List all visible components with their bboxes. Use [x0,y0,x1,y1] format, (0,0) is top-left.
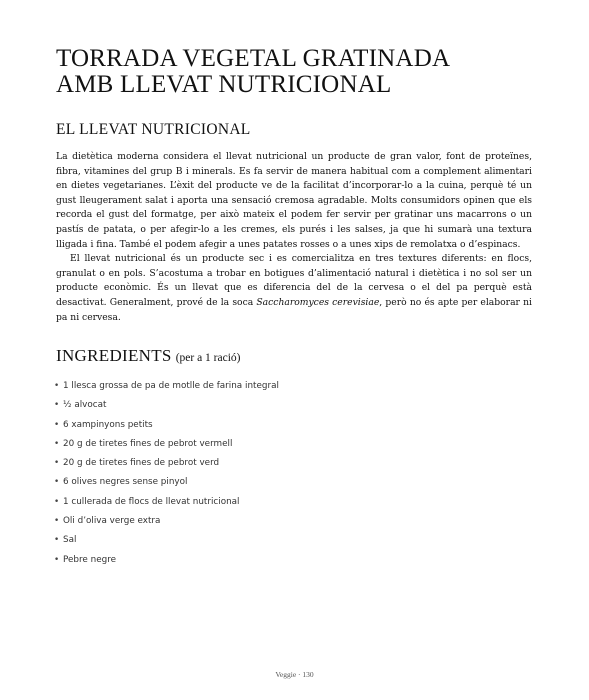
bullet-icon: • [54,400,60,411]
page-footer: Veggie · 130 [275,670,314,679]
paragraph-1: La dietètica moderna considera el llevat nutricional un producte de gran valor, font de proteïnes, fibra, vitamines del grup B i minerals. Es fa servir de manera habitual com a complement alimentari en dietes vegetarianes. L’èxit del producte ve de la facilitat d’incorporar-lo a la cuina, perquè té un gust lleugerament salat i aporta una sensació cremosa agradable. Molts consumidors opinen que els recorda el gust del formatge, per això mateix el podem fer servir per gratinar uns macarrons o un pastís de patata, o per afegir-lo a les cremes, els purés i les salses, ja que hi sumarà una textura lligada i fina. També el podem afegir a unes patates rosses o a unes xips de remolatxa o d’espinacs. [56,151,532,250]
bullet-icon: • [54,516,60,527]
bullet-icon: • [54,381,60,391]
ingredient-item [54,473,279,492]
paragraph-2-text-start: El llevat nutricional és un producte sec i es comercialitza en tres textures diferents: en flocs, granulat o en pols. S’acostuma a trobar en botigues d’alimentació natural i dietètica i no sol ser un producte econòmic. És un llevat que es diferencia del de la cervesa o el del pa perquè està desactivat. Generalment, prové de la soca [56,253,532,308]
ingredients-heading [56,346,241,366]
ingredient-item [54,377,279,396]
ingredient-text: 20 g de tiretes fines de pebrot verd [63,458,220,469]
ingredients-list [54,377,279,570]
ingredient-text: 1 cullerada de flocs de llevat nutricional [63,496,240,507]
ingredient-item [54,396,279,415]
ingredient-text: 6 xampinyons petits [63,419,153,430]
paragraph-2-species-name: Saccharomyces cerevisiae [256,296,380,308]
ingredient-item [54,435,279,454]
bullet-icon: • [54,496,60,507]
paragraph-2-text-end: , però no és apte per elaborar ni pa ni cervesa. [56,296,532,323]
ingredient-item [54,493,279,512]
ingredient-text: 6 olives negres sense pinyol [63,477,188,488]
ingredient-item [54,551,279,570]
ingredient-text: Sal [63,535,77,546]
section-body [56,150,532,325]
ingredient-text: Pebre negre [63,554,117,565]
bullet-icon: • [54,458,60,469]
bullet-icon: • [54,535,60,546]
ingredient-text: 20 g de tiretes fines de pebrot vermell [63,438,233,449]
ingredients-serving-note: (per a 1 ració) [175,352,241,364]
bullet-icon: • [54,438,60,449]
bullet-icon: • [54,419,60,430]
bullet-icon: • [54,554,60,565]
ingredient-item [54,416,279,435]
ingredient-item [54,531,279,550]
paragraph-2 [56,252,532,325]
recipe-title-line-2: AMB LLEVAT NUTRICIONAL [56,71,392,98]
ingredient-item [54,512,279,531]
ingredient-text: 1 llesca grossa de pa de motlle de farina integral [63,381,279,391]
recipe-title-line-1: TORRADA VEGETAL GRATINADA [56,45,451,72]
ingredient-text: ½ alvocat [63,400,107,411]
section-heading: EL LLEVAT NUTRICIONAL [56,121,251,138]
recipe-title [56,46,536,98]
ingredient-text: Oli d’oliva verge extra [63,516,161,527]
ingredient-item [54,454,279,473]
bullet-icon: • [54,477,60,488]
ingredients-heading-label: INGREDIENTS [56,346,172,365]
